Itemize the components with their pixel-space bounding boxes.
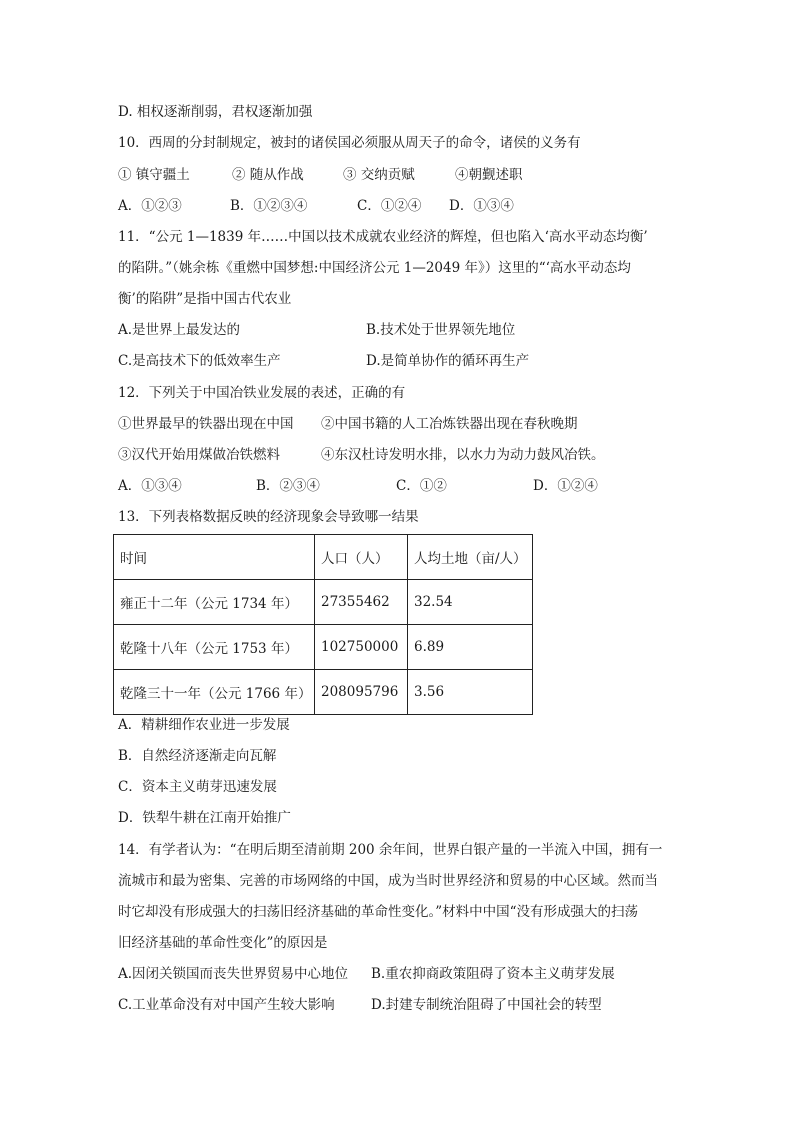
population-land-table: [113, 534, 533, 715]
q10-item-2: ② 随从作战: [232, 167, 304, 183]
q11-option-a: A.是世界上最发达的: [118, 322, 241, 338]
q14-option-d: D.封建专制统治阻碍了中国社会的转型: [371, 997, 602, 1013]
table-cell-time: 乾隆十八年（公元 1753 年）: [114, 625, 315, 670]
q10-item-1: ① 镇守疆土: [118, 167, 190, 183]
table-cell-population: 102750000: [315, 625, 408, 670]
q12-item-4: ④东汉杜诗发明水排，以水力为动力鼓风冶铁。: [321, 447, 605, 463]
table-header-cell: 时间: [114, 535, 315, 580]
q12-stem: 12．下列关于中国冶铁业发展的表述，正确的有: [118, 385, 406, 401]
q13-option-b: B．自然经济逐渐走向瓦解: [118, 748, 277, 764]
q12-item-3: ③汉代开始用煤做冶铁燃料: [118, 447, 280, 463]
q11-stem-line-3: 衡’的陷阱”是指中国古代农业: [118, 291, 292, 307]
q12-option-c: C．①②: [396, 478, 447, 494]
q10-stem: 10．西周的分封制规定，被封的诸侯国必须服从周天子的命令，诸侯的义务有: [118, 135, 581, 151]
q10-item-4: ④朝觐述职: [455, 167, 523, 183]
q13-stem: 13．下列表格数据反映的经济现象会导致哪一结果: [118, 509, 419, 525]
q11-stem-line-1: 11．“公元 1—1839 年……中国以技术成就农业经济的辉煌，但也陷入‘高水平动态均衡’: [118, 229, 648, 245]
q10-item-3: ③ 交纳贡赋: [343, 167, 415, 183]
q11-option-b: B.技术处于世界领先地位: [366, 322, 516, 338]
q11-option-c: C.是高技术下的低效率生产: [118, 353, 281, 369]
q11-option-d: D.是简单协作的循环再生产: [366, 353, 530, 369]
q14-stem-line-3: 时它却没有形成强大的扫荡旧经济基础的革命性变化。”材料中中国“没有形成强大的扫荡: [118, 904, 639, 920]
q14-stem-line-1: 14．有学者认为：“在明后期至清前期 200 余年间，世界白银产量的一半流入中国，拥有一: [118, 842, 663, 858]
q12-option-d: D．①②④: [533, 478, 598, 494]
q13-option-d: D．铁犁牛耕在江南开始推广: [118, 810, 291, 826]
q14-stem-line-2: 流城市和最为密集、完善的市场网络的中国，成为当时世界经济和贸易的中心区域。然而当: [118, 873, 658, 889]
table-cell-land: 6.89: [408, 625, 533, 670]
table-cell-time: 雍正十二年（公元 1734 年）: [114, 580, 315, 625]
table-header-cell: 人口（人）: [315, 535, 408, 580]
q13-option-a: A．精耕细作农业进一步发展: [118, 717, 290, 733]
q9-option-d: D. 相权逐渐削弱，君权逐渐加强: [118, 104, 313, 120]
q13-option-c: C．资本主义萌芽迅速发展: [118, 779, 277, 795]
table-cell-population: 208095796: [315, 670, 408, 715]
q10-option-c: C．①②④: [357, 198, 422, 214]
q10-option-a: A．①②③: [118, 198, 182, 214]
q12-item-2: ②中国书籍的人工冶炼铁器出现在春秋晚期: [321, 416, 578, 432]
q10-option-b: B．①②③④: [230, 198, 308, 214]
table-header-cell: 人均土地（亩/人）: [408, 535, 533, 580]
table-cell-population: 27355462: [315, 580, 408, 625]
q12-option-b: B．②③④: [256, 478, 320, 494]
table-header-row: [114, 535, 533, 580]
q11-stem-line-2: 的陷阱。”（姚余栋《重燃中国梦想:中国经济公元 1—2049 年》）这里的“‘高水平动态均: [118, 260, 631, 276]
q14-option-c: C.工业革命没有对中国产生较大影响: [118, 997, 335, 1013]
q12-option-a: A．①③④: [118, 478, 182, 494]
table-cell-time: 乾隆三十一年（公元 1766 年）: [114, 670, 315, 715]
q14-option-b: B.重农抑商政策阻碍了资本主义萌芽发展: [371, 966, 615, 982]
q14-option-a: A.因闭关锁国而丧失世界贸易中心地位: [118, 966, 349, 982]
q14-stem-line-4: 旧经济基础的革命性变化”的原因是: [118, 935, 328, 951]
table-cell-land: 32.54: [408, 580, 533, 625]
table-cell-land: 3.56: [408, 670, 533, 715]
q12-item-1: ①世界最早的铁器出现在中国: [118, 416, 294, 432]
table-row: [114, 670, 533, 715]
table-row: [114, 580, 533, 625]
table-row: [114, 625, 533, 670]
q10-option-d: D．①③④: [449, 198, 514, 214]
